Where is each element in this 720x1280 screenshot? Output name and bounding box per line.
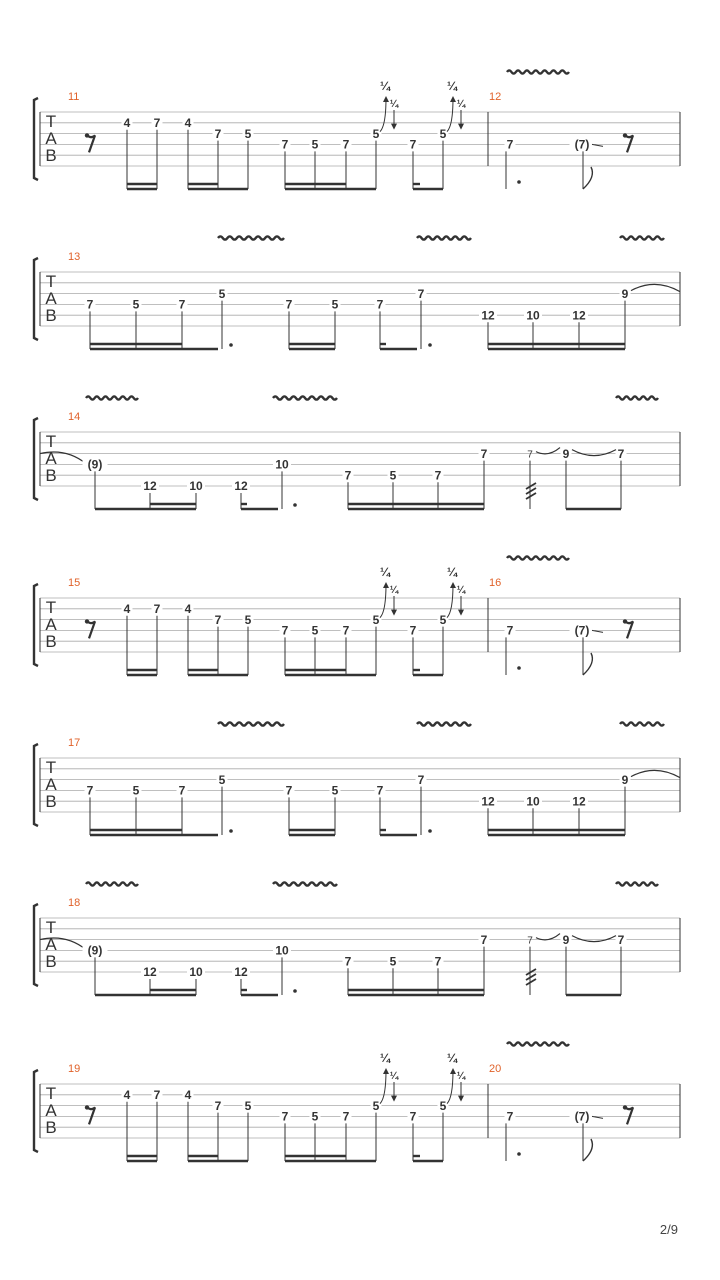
bend-curve — [447, 1070, 453, 1104]
bend-arrowhead — [450, 1068, 456, 1074]
fret-number: 7 — [86, 297, 94, 312]
fret-number: 5 — [244, 1098, 252, 1113]
fret-number: 10 — [275, 457, 289, 472]
duration-dot — [428, 829, 432, 833]
fret-number: 12 — [234, 479, 248, 494]
clef-letter-a: A — [45, 449, 57, 468]
vibrato-mark — [273, 882, 337, 885]
release-arrowhead — [391, 1096, 397, 1102]
fret-number: 7 — [281, 623, 289, 638]
bar-number: 11 — [68, 91, 80, 103]
fret-number: 5 — [372, 126, 380, 141]
tie-out — [631, 284, 680, 291]
tie — [572, 450, 616, 456]
eighth-rest-dot — [85, 1105, 89, 1109]
fret-number: 5 — [311, 1109, 319, 1124]
clef-letter-b: B — [45, 146, 57, 165]
clef-letter-b: B — [45, 632, 57, 651]
bend-amount: ¼ — [379, 1051, 391, 1065]
bar-number: 13 — [68, 251, 81, 263]
clef-letter-a: A — [45, 615, 57, 634]
vibrato-mark — [616, 396, 658, 399]
clef-letter-a: A — [45, 129, 57, 148]
clef-letter-a: A — [45, 935, 57, 954]
bar-number: 18 — [68, 897, 81, 909]
fret-number: 5 — [389, 954, 397, 969]
clef-letter-b: B — [45, 952, 57, 971]
vibrato-mark — [218, 236, 284, 239]
grace-note: 7 — [527, 449, 533, 461]
system-bracket — [34, 584, 38, 666]
page-number: 2/9 — [659, 1222, 678, 1237]
vibrato-mark — [86, 882, 138, 885]
fret-number: 9 — [562, 446, 570, 461]
vibrato-mark — [616, 882, 658, 885]
bend-arrowhead — [450, 582, 456, 588]
fret-number: 4 — [123, 602, 131, 616]
grace-slur — [536, 934, 560, 940]
fret-number: 12 — [143, 479, 157, 494]
fret-number: 7 — [417, 286, 425, 301]
fret-number: 7 — [480, 446, 488, 461]
fret-number: (7) — [574, 623, 590, 638]
fret-number: 7 — [214, 1098, 222, 1113]
tie-out — [631, 770, 680, 777]
fret-number: 7 — [376, 783, 384, 798]
bar-number: 14 — [68, 411, 81, 423]
fret-number: (7) — [574, 137, 590, 152]
release-arrowhead — [391, 610, 397, 616]
clef-letter-a: A — [45, 1101, 57, 1120]
release-arrowhead — [391, 124, 397, 130]
fret-number: 5 — [439, 1098, 447, 1113]
fret-number: 7 — [506, 1109, 514, 1124]
duration-dot — [229, 829, 233, 833]
bend-curve — [380, 1070, 386, 1104]
fret-number: 5 — [389, 468, 397, 483]
fret-number: 5 — [244, 612, 252, 627]
fret-number: 4 — [184, 602, 192, 616]
fret-number: 5 — [372, 612, 380, 627]
fret-number: 7 — [480, 932, 488, 947]
bar-number: 12 — [489, 91, 502, 103]
fret-number: 12 — [143, 965, 157, 980]
vibrato-mark — [507, 556, 569, 559]
clef-letter-a: A — [45, 775, 57, 794]
eighth-rest-dot — [623, 133, 627, 137]
vibrato-mark — [507, 1042, 569, 1045]
eighth-rest-dot — [623, 1105, 627, 1109]
fret-number: 5 — [218, 286, 226, 301]
duration-dot — [517, 180, 521, 184]
fret-number: 12 — [481, 308, 495, 323]
fret-number: 10 — [189, 965, 203, 980]
release-amount: ¼ — [456, 99, 466, 110]
system-bracket — [34, 258, 38, 340]
vibrato-mark — [417, 722, 471, 725]
vibrato-mark — [273, 396, 337, 399]
fret-number: 4 — [184, 1088, 192, 1102]
duration-dot — [428, 343, 432, 347]
bend-arrowhead — [383, 96, 389, 102]
fret-number: 9 — [562, 932, 570, 947]
release-arrowhead — [458, 1096, 464, 1102]
release-amount: ¼ — [456, 1071, 466, 1082]
fret-number: 12 — [572, 794, 586, 809]
clef-letter-b: B — [45, 306, 57, 325]
clef-letter-t: T — [45, 598, 57, 617]
bend-amount: ¼ — [379, 565, 391, 579]
fret-number: 7 — [153, 116, 161, 130]
bend-curve — [380, 584, 386, 618]
fret-number: 7 — [285, 783, 293, 798]
fret-number: 7 — [617, 932, 625, 947]
release-arrowhead — [458, 124, 464, 130]
vibrato-mark — [620, 236, 664, 239]
tie — [572, 936, 616, 942]
fret-number: 5 — [311, 137, 319, 152]
fret-number: 10 — [275, 943, 289, 958]
fret-number: 10 — [526, 308, 540, 323]
fret-number: 7 — [617, 446, 625, 461]
fret-number: 5 — [439, 612, 447, 627]
bend-arrowhead — [450, 96, 456, 102]
fret-number: 5 — [218, 772, 226, 787]
bend-curve — [380, 98, 386, 132]
fret-number: 7 — [281, 137, 289, 152]
duration-dot — [229, 343, 233, 347]
duration-dot — [517, 1152, 521, 1156]
bend-curve — [447, 584, 453, 618]
bar-number: 15 — [68, 577, 81, 589]
bend-arrowhead — [383, 582, 389, 588]
bar-number: 16 — [489, 577, 502, 589]
release-amount: ¼ — [456, 585, 466, 596]
grace-slur — [536, 448, 560, 454]
fret-number: 7 — [153, 602, 161, 616]
clef-letter-t: T — [45, 1084, 57, 1103]
bend-amount: ¼ — [446, 1051, 458, 1065]
fret-number: 4 — [123, 116, 131, 130]
bar-number: 20 — [489, 1063, 502, 1075]
release-amount: ¼ — [389, 585, 399, 596]
fret-number: 5 — [311, 623, 319, 638]
bend-amount: ¼ — [446, 79, 458, 93]
fret-number: 4 — [123, 1088, 131, 1102]
release-amount: ¼ — [389, 99, 399, 110]
duration-dot — [293, 989, 297, 993]
vibrato-mark — [620, 722, 664, 725]
fret-number: 5 — [331, 297, 339, 312]
eighth-flag — [583, 1139, 592, 1161]
eighth-rest-dot — [85, 133, 89, 137]
clef-letter-t: T — [45, 272, 57, 291]
fret-number: 12 — [572, 308, 586, 323]
system-bracket — [34, 418, 38, 500]
fret-number: 7 — [506, 137, 514, 152]
fret-number: 7 — [409, 1109, 417, 1124]
fret-number: 12 — [234, 965, 248, 980]
release-arrowhead — [458, 610, 464, 616]
fret-number: 7 — [434, 468, 442, 483]
duration-dot — [293, 503, 297, 507]
fret-number: 5 — [372, 1098, 380, 1113]
eighth-flag — [583, 653, 592, 675]
fret-number: 7 — [285, 297, 293, 312]
fret-number: 9 — [621, 772, 629, 787]
fret-number: 5 — [439, 126, 447, 141]
bend-amount: ¼ — [446, 565, 458, 579]
clef-letter-b: B — [45, 466, 57, 485]
release-amount: ¼ — [389, 1071, 399, 1082]
system-bracket — [34, 98, 38, 180]
fret-number: (9) — [87, 457, 103, 472]
bar-number: 17 — [68, 737, 81, 749]
clef-letter-b: B — [45, 792, 57, 811]
system-bracket — [34, 1070, 38, 1152]
clef-letter-t: T — [45, 112, 57, 131]
fret-number: (9) — [87, 943, 103, 958]
fret-number: 12 — [481, 794, 495, 809]
bend-curve — [447, 98, 453, 132]
clef-letter-t: T — [45, 758, 57, 777]
system-bracket — [34, 744, 38, 826]
clef-letter-a: A — [45, 289, 57, 308]
fret-number: 5 — [244, 126, 252, 141]
fret-number: 5 — [132, 297, 140, 312]
fret-number: 7 — [281, 1109, 289, 1124]
fret-number: 7 — [178, 783, 186, 798]
bar-number: 19 — [68, 1063, 81, 1075]
grace-note: 7 — [527, 935, 533, 947]
eighth-rest-dot — [623, 619, 627, 623]
clef-letter-t: T — [45, 432, 57, 451]
duration-dot — [517, 666, 521, 670]
clef-letter-b: B — [45, 1118, 57, 1137]
vibrato-mark — [218, 722, 284, 725]
fret-number: 7 — [417, 772, 425, 787]
fret-number: 7 — [342, 137, 350, 152]
fret-number: 7 — [86, 783, 94, 798]
eighth-rest-dot — [85, 619, 89, 623]
fret-number: 7 — [344, 954, 352, 969]
fret-number: 7 — [153, 1088, 161, 1102]
fret-number: (7) — [574, 1109, 590, 1124]
fret-number: 7 — [506, 623, 514, 638]
fret-number: 7 — [342, 1109, 350, 1124]
fret-number: 7 — [344, 468, 352, 483]
fret-number: 7 — [214, 612, 222, 627]
fret-number: 7 — [409, 623, 417, 638]
clef-letter-t: T — [45, 918, 57, 937]
vibrato-mark — [86, 396, 138, 399]
fret-number: 7 — [342, 623, 350, 638]
fret-number: 5 — [132, 783, 140, 798]
vibrato-mark — [507, 70, 569, 73]
eighth-flag — [583, 167, 592, 189]
bend-arrowhead — [383, 1068, 389, 1074]
system-bracket — [34, 904, 38, 986]
fret-number: 7 — [376, 297, 384, 312]
fret-number: 9 — [621, 286, 629, 301]
fret-number: 7 — [214, 126, 222, 141]
bend-amount: ¼ — [379, 79, 391, 93]
fret-number: 5 — [331, 783, 339, 798]
fret-number: 7 — [178, 297, 186, 312]
fret-number: 10 — [526, 794, 540, 809]
fret-number: 7 — [409, 137, 417, 152]
vibrato-mark — [417, 236, 471, 239]
fret-number: 10 — [189, 479, 203, 494]
fret-number: 7 — [434, 954, 442, 969]
fret-number: 4 — [184, 116, 192, 130]
